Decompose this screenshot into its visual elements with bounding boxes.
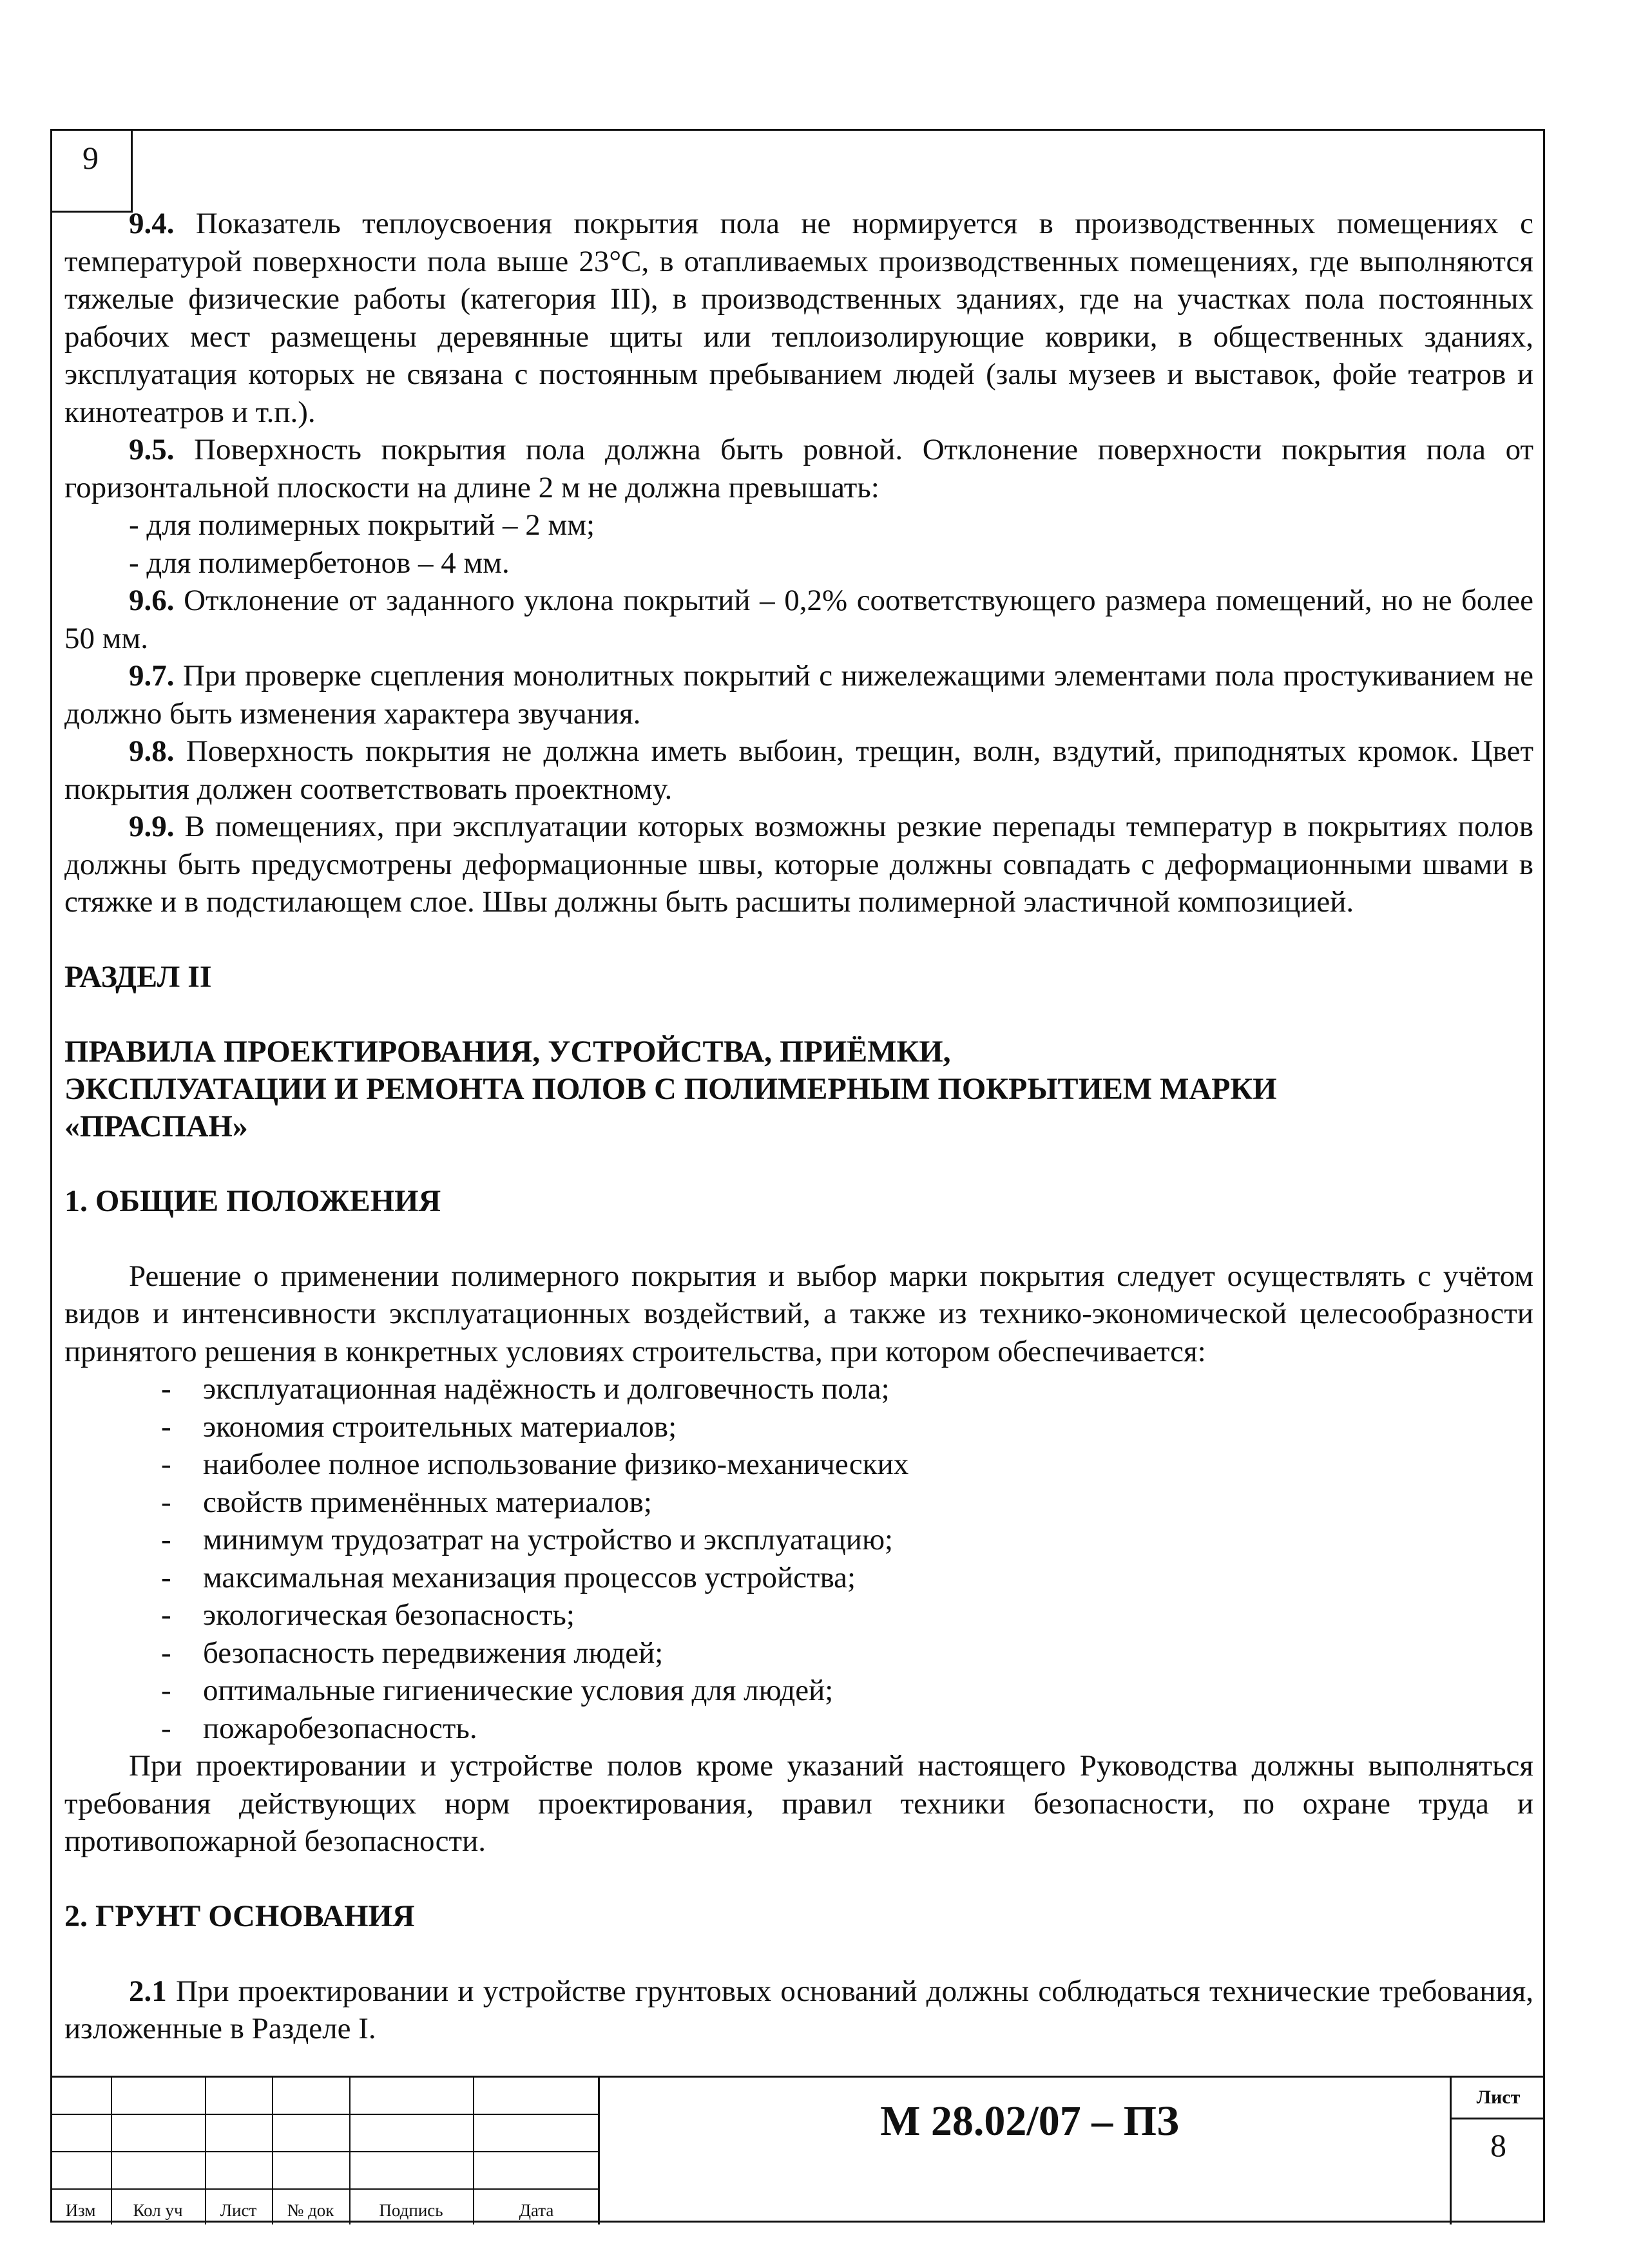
document-body: [64, 205, 1533, 2048]
list-item: - экологическая безопасность;: [161, 1598, 575, 1632]
list-item: - оптимальные гигиенические условия для людей;: [161, 1674, 834, 1707]
heading-base-soil: 2. ГРУНТ ОСНОВАНИЯ: [64, 1899, 415, 1933]
stamp-col-label: Изм: [65, 2201, 96, 2220]
section-title: РАЗДЕЛ II: [64, 959, 212, 994]
paragraph-general-outro: При проектировании и устройстве полов кроме указаний настоящего Руководства должны выполняться требования действующих норм проектирования, правил техники безопасности, по охране труда и противопожарной безопасности.: [64, 1749, 1533, 1858]
list-item: - экономия строительных материалов;: [161, 1410, 677, 1444]
section-subtitle-line-3: «ПРАСПАН»: [64, 1109, 248, 1143]
list-item: - для полимерных покрытий – 2 мм;: [129, 508, 595, 542]
paragraph-general-intro: Решение о применении полимерного покрытия и выбор марки покрытия следует осуществлять с учётом видов и интенсивности эксплуатационных воздействий, а также из технико-экономической целесообразности принятого решения в конкретных условиях строительства, при котором обеспечивается:: [64, 1259, 1533, 1368]
clause-text: Поверхность покрытия пола должна быть ровной. Отклонение поверхности покрытия пола от горизонтальной плоскости на длине 2 м не должна превышать:: [64, 433, 1533, 504]
list-item: - наиболее полное использование физико-механических: [161, 1448, 909, 1481]
clause-text: Отклонение от заданного уклона покрытий – 0,2% соответствующего размера помещений, но не более 50 мм.: [64, 584, 1533, 655]
paragraph-2-1: [64, 1973, 1533, 2048]
clause-text: Показатель теплоусвоения покрытия пола не нормируется в производственных помещениях с температурой поверхности пола выше 23°С, в отапливаемых производственных помещениях, где выполняются тяжелые физические работы (категория III), в производственных зданиях, где на участках пола постоянных рабочих мест размещены деревянные щиты или теплоизолирующие коврики, в общественных зданиях, эксплуатация которых не связана с постоянным пребыванием людей (залы музеев и выставок, фойе театров и кинотеатров и т.п.).: [64, 207, 1533, 429]
clause-text: Поверхность покрытия не должна иметь выбоин, трещин, волн, вздутий, приподнятых кромок. Цвет покрытия должен соответствовать проектному.: [64, 734, 1533, 806]
clause-number: 9.7.: [129, 659, 175, 693]
sheet-box: [1450, 2078, 1545, 2224]
clause-number: 9.6.: [129, 584, 175, 617]
clause-number: 9.5.: [129, 433, 175, 466]
list-item: - максимальная механизация процессов устройства;: [161, 1560, 856, 1594]
stamp-col-label: Кол уч: [133, 2201, 183, 2220]
document-code: М 28.02/07 – ПЗ: [880, 2098, 1179, 2145]
clause-text: В помещениях, при эксплуатации которых возможны резкие перепады температур в покрытиях полов должны быть предусмотрены деформационные швы, которые должны совпадать с деформационными швами в стяжке и в подстилающем слое. Швы должны быть расшиты полимерной эластичной композицией.: [64, 810, 1533, 919]
clause-number: 9.8.: [129, 734, 175, 768]
paragraph-9-9: [64, 808, 1533, 921]
paragraph-9-6: [64, 582, 1533, 657]
clause-text: При проверке сцепления монолитных покрытий с нижележащими элементами пола простукиванием не должно быть изменения характера звучания.: [64, 659, 1533, 731]
list-item: - свойств применённых материалов;: [161, 1485, 652, 1519]
clause-number: 9.4.: [129, 207, 175, 240]
section-subtitle-line-2: ЭКСПЛУАТАЦИИ И РЕМОНТА ПОЛОВ С ПОЛИМЕРНЫМ ПОКРЫТИЕМ МАРКИ: [64, 1071, 1277, 1106]
sheet-label: Лист: [1452, 2078, 1545, 2119]
sheet-number: 8: [1490, 2127, 1506, 2163]
paragraph-9-5: [64, 431, 1533, 506]
stamp-col-label: № док: [287, 2201, 334, 2220]
clause-number: 9.9.: [129, 810, 175, 843]
list-item: - пожаробезопасность.: [161, 1711, 477, 1745]
heading-general-provisions: 1. ОБЩИЕ ПОЛОЖЕНИЯ: [64, 1183, 441, 1218]
clause-number: 2.1: [129, 1974, 167, 2008]
list-item: - для полимербетонов – 4 мм.: [129, 546, 510, 580]
corner-page-number: 9: [50, 129, 133, 213]
revision-table: [50, 2078, 600, 2224]
clause-text: При проектировании и устройстве грунтовых оснований должны соблюдаться технические требования, изложенные в Разделе I.: [64, 1974, 1533, 2045]
title-block: [50, 2076, 1545, 2223]
section-subtitle-line-1: ПРАВИЛА ПРОЕКТИРОВАНИЯ, УСТРОЙСТВА, ПРИЁМКИ,: [64, 1034, 951, 1069]
list-item: - эксплуатационная надёжность и долговечность пола;: [161, 1372, 890, 1406]
list-item: - минимум трудозатрат на устройство и эксплуатацию;: [161, 1523, 894, 1556]
stamp-col-label: Лист: [220, 2201, 257, 2220]
paragraph-9-7: [64, 657, 1533, 732]
stamp-col-label: Подпись: [379, 2201, 443, 2220]
paragraph-9-8: [64, 732, 1533, 808]
requirements-list: [64, 1370, 1533, 1747]
paragraph-9-4: [64, 205, 1533, 431]
stamp-col-label: Дата: [519, 2201, 554, 2220]
list-item: - безопасность передвижения людей;: [161, 1636, 664, 1670]
